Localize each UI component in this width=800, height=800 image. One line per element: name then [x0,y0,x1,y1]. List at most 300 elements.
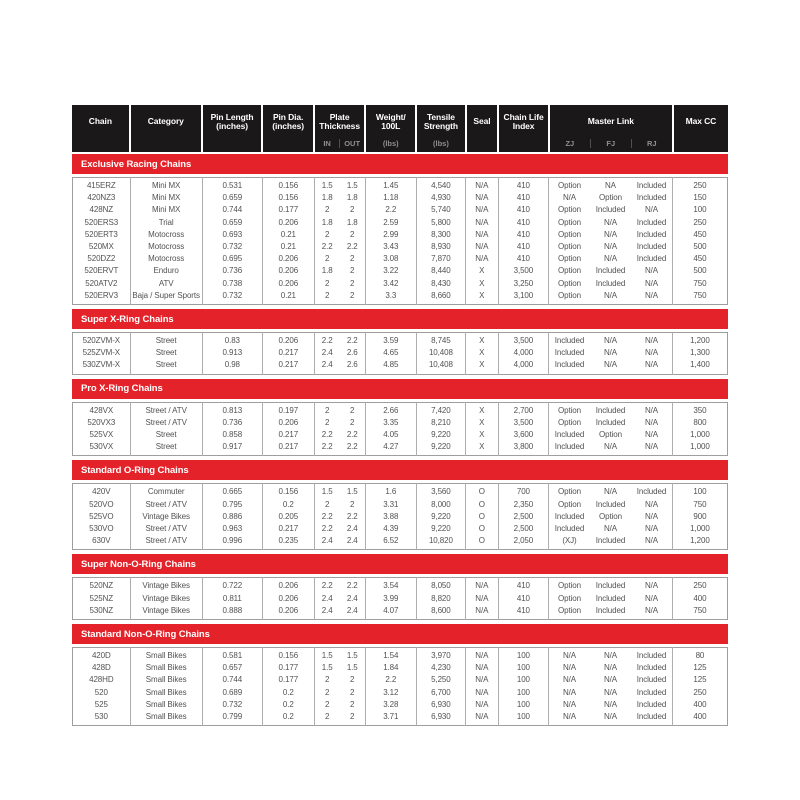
cell-master-link-fj: NA [605,181,616,190]
cell-seal: X [465,290,498,305]
cell-seal: N/A [465,593,498,605]
cell-plate-in: 2.2 [321,336,333,346]
column-header-category [130,105,202,152]
cell-master-link-rj: Included [631,253,672,265]
table-row [73,674,728,686]
subcolumn-label-lbs: (lbs) [433,139,449,148]
cell-pin-dia: 0.217 [262,441,314,456]
table-row [73,578,728,593]
table-row [73,204,728,216]
cell-max-cc: 750 [693,499,707,509]
cell-master-link-rj: Included [631,699,672,711]
cell-pin-dia: 0.205 [262,511,314,523]
cell-master-link-zj: Option [557,417,581,427]
column-label: Category [147,116,184,127]
cell-master-link-fj: N/A [603,348,617,358]
cell-chain: 530 [73,711,131,726]
cell-max-cc: 150 [693,193,707,203]
cell-pin-length: 0.795 [202,499,262,511]
cell-tensile-strength: 8,210 [416,417,465,429]
cell-pin-length: 0.695 [202,253,262,265]
section-header-exclusive-racing-chains [72,154,728,174]
cell-plate-out: 2.4 [340,605,366,620]
cell-plate-in: 2 [325,290,330,300]
cell-chain-life-index: 3,500 [498,417,548,429]
cell-master-link-zj: Included [554,348,585,358]
cell-master-link-zj: Option [557,217,581,227]
cell-weight-100l: 1.54 [365,648,416,663]
column-header-tensile-strength [416,105,465,152]
cell-tensile-strength: 6,700 [416,687,465,699]
cell-master-link-rj: N/A [631,278,672,290]
cell-pin-dia: 0.217 [262,347,314,359]
cell-master-link-fj: N/A [603,254,617,264]
cell-pin-dia: 0.2 [262,687,314,699]
cell-master-link-zj: Included [554,360,585,370]
cell-master-link-fj: Included [595,593,626,603]
cell-pin-dia: 0.206 [262,278,314,290]
cell-plate-out: 1.5 [340,662,366,674]
cell-chain-life-index: 3,500 [498,333,548,348]
cell-chain: 520VX3 [73,417,131,429]
cell-max-cc: 400 [693,593,707,603]
cell-pin-length: 0.722 [202,578,262,593]
cell-plate-out: 2.4 [340,593,366,605]
cell-chain: 530NZ [73,605,131,620]
cell-plate-in: 2 [325,675,330,685]
cell-max-cc: 400 [693,699,707,709]
cell-master-link-zj: Option [557,254,581,264]
cell-category: Street [130,429,202,441]
cell-master-link-rj: Included [631,192,672,204]
cell-chain-life-index: 100 [498,648,548,663]
cell-chain: 525 [73,699,131,711]
column-label: Pin Dia. [272,111,304,122]
cell-pin-length: 0.736 [202,265,262,277]
cell-chain-life-index: 410 [498,192,548,204]
cell-chain-life-index: 700 [498,484,548,499]
cell-category: Vintage Bikes [130,593,202,605]
cell-chain-life-index: 4,000 [498,347,548,359]
cell-category: Street [130,333,202,348]
cell-max-cc: 1,000 [690,430,710,440]
column-header-plate-thickness [314,105,365,152]
cell-chain-life-index: 2,050 [498,535,548,550]
cell-tensile-strength: 10,408 [416,347,465,359]
cell-plate-in: 2 [325,699,330,709]
cell-plate-in: 1.5 [321,487,333,497]
cell-max-cc: 80 [695,651,705,661]
table-row [73,511,728,523]
column-label: Chain [88,116,112,127]
column-header-chain-life-index [498,105,549,152]
cell-max-cc: 450 [693,229,707,239]
cell-weight-100l: 1.6 [365,484,416,499]
cell-tensile-strength: 8,300 [416,229,465,241]
cell-max-cc: 125 [693,663,707,673]
cell-chain-life-index: 410 [498,229,548,241]
cell-pin-length: 0.732 [202,290,262,305]
cell-pin-dia: 0.235 [262,535,314,550]
cell-max-cc: 400 [693,712,707,722]
cell-master-link-zj: Option [557,405,581,415]
table-row [73,429,728,441]
cell-chain: 420NZ3 [73,192,131,204]
column-header-max-cc [673,105,728,152]
cell-max-cc: 1,000 [690,442,710,452]
cell-plate-out: 1.5 [340,648,366,663]
column-header-pin-dia [262,105,314,152]
cell-weight-100l: 2.99 [365,229,416,241]
cell-pin-length: 0.83 [202,333,262,348]
cell-plate-in: 1.5 [321,181,333,190]
cell-weight-100l: 3.59 [365,333,416,348]
column-label: Master Link [587,116,634,127]
column-label: Index [512,121,535,131]
cell-seal: N/A [465,578,498,593]
table-row [73,402,728,417]
cell-pin-length: 0.732 [202,241,262,253]
section-header-super-non-o-ring-chains [72,554,728,574]
cell-tensile-strength: 10,820 [416,535,465,550]
cell-master-link-fj: Included [595,405,626,415]
cell-chain-life-index: 410 [498,204,548,216]
section-table-super-x-ring-chains [72,332,728,375]
cell-plate-in: 2 [325,254,330,264]
cell-master-link-zj: Option [557,266,581,276]
cell-plate-in: 2 [325,205,330,215]
cell-seal: O [465,535,498,550]
cell-category: Small Bikes [130,648,202,663]
cell-master-link-zj: N/A [562,712,576,722]
section-table-standard-non-o-ring-chains [72,647,728,726]
cell-pin-dia: 0.206 [262,333,314,348]
cell-seal: N/A [465,217,498,229]
cell-category: Trial [130,217,202,229]
cell-tensile-strength: 9,220 [416,523,465,535]
cell-chain-life-index: 410 [498,178,548,193]
cell-plate-in: 1.8 [321,217,333,227]
cell-pin-length: 0.917 [202,441,262,456]
cell-pin-length: 0.744 [202,674,262,686]
cell-plate-in: 1.8 [321,193,333,203]
cell-chain: 415ERZ [73,178,131,193]
cell-weight-100l: 3.71 [365,711,416,726]
cell-weight-100l: 1.45 [365,178,416,193]
cell-master-link-zj: N/A [562,651,576,661]
cell-plate-in: 2.2 [321,524,333,534]
cell-plate-out: 2.4 [340,523,366,535]
cell-master-link-fj: N/A [603,663,617,673]
cell-master-link-fj: Included [595,605,626,615]
cell-max-cc: 125 [693,675,707,685]
cell-chain: 530ZVM-X [73,359,131,374]
cell-plate-out: 2.2 [340,578,366,593]
cell-plate-out: 2 [340,699,366,711]
cell-master-link-fj: Included [595,278,626,288]
cell-plate-in: 2.4 [321,593,333,603]
section-title: Standard Non-O-Ring Chains [81,628,210,640]
cell-pin-dia: 0.217 [262,523,314,535]
cell-category: Street / ATV [130,535,202,550]
table-row [73,359,728,374]
cell-chain: 630V [73,535,131,550]
cell-weight-100l: 3.35 [365,417,416,429]
cell-master-link-fj: Included [595,266,626,276]
cell-weight-100l: 2.2 [365,674,416,686]
cell-chain-life-index: 410 [498,593,548,605]
subcolumn-label-zj: ZJ [565,139,575,148]
cell-master-link-rj: N/A [631,347,672,359]
cell-plate-in: 2.2 [321,442,333,452]
cell-weight-100l: 3.42 [365,278,416,290]
cell-pin-length: 0.886 [202,511,262,523]
cell-pin-length: 0.811 [202,593,262,605]
cell-chain-life-index: 410 [498,605,548,620]
cell-master-link-zj: Option [557,581,581,591]
cell-pin-length: 0.813 [202,402,262,417]
table-sections [72,154,728,726]
cell-pin-length: 0.738 [202,278,262,290]
cell-pin-dia: 0.2 [262,699,314,711]
cell-plate-out: 1.5 [340,178,366,193]
table-row [73,290,728,305]
cell-master-link-rj: N/A [631,511,672,523]
subcolumn-label-out: OUT [339,139,364,148]
cell-chain: 525VX [73,429,131,441]
cell-chain: 520ATV2 [73,278,131,290]
cell-master-link-zj: N/A [562,193,576,203]
cell-master-link-rj: N/A [631,605,672,620]
cell-seal: N/A [465,241,498,253]
table-header [72,105,728,152]
cell-plate-out: 2 [340,229,366,241]
cell-pin-dia: 0.156 [262,192,314,204]
cell-seal: N/A [465,192,498,204]
cell-chain-life-index: 3,800 [498,441,548,456]
cell-tensile-strength: 8,820 [416,593,465,605]
cell-tensile-strength: 4,540 [416,178,465,193]
cell-master-link-fj: Included [595,499,626,509]
cell-master-link-fj: Option [598,193,622,203]
cell-tensile-strength: 8,600 [416,605,465,620]
cell-master-link-rj: Included [631,178,672,193]
cell-pin-dia: 0.21 [262,241,314,253]
cell-tensile-strength: 5,740 [416,204,465,216]
cell-plate-out: 2.2 [340,441,366,456]
cell-max-cc: 100 [693,205,707,215]
cell-max-cc: 100 [693,487,707,497]
cell-plate-out: 2 [340,265,366,277]
cell-tensile-strength: 7,870 [416,253,465,265]
cell-pin-dia: 0.177 [262,204,314,216]
cell-max-cc: 1,200 [690,536,710,546]
section-title: Exclusive Racing Chains [81,158,192,170]
section-header-standard-o-ring-chains [72,460,728,480]
subcolumn-label-fj: FJ [590,139,631,148]
cell-seal: N/A [465,253,498,265]
section-table-exclusive-racing-chains [72,177,728,305]
cell-max-cc: 500 [693,266,707,276]
cell-weight-100l: 3.22 [365,265,416,277]
cell-pin-length: 0.744 [202,204,262,216]
cell-pin-dia: 0.206 [262,253,314,265]
cell-plate-in: 2 [325,229,330,239]
cell-master-link-fj: N/A [603,229,617,239]
cell-master-link-zj: Option [557,593,581,603]
cell-pin-dia: 0.206 [262,217,314,229]
cell-master-link-zj: Option [557,181,581,190]
cell-master-link-fj: N/A [603,442,617,452]
cell-chain: 530VX [73,441,131,456]
column-header-seal [466,105,499,152]
cell-seal: X [465,429,498,441]
cell-plate-out: 1.8 [340,217,366,229]
cell-master-link-fj: N/A [603,242,617,252]
column-label: Strength [423,121,459,131]
cell-master-link-fj: N/A [603,687,617,697]
cell-category: Vintage Bikes [130,605,202,620]
cell-pin-length: 0.581 [202,648,262,663]
column-label: 100L [381,121,401,131]
cell-category: ATV [130,278,202,290]
cell-category: Motocross [130,241,202,253]
cell-chain: 520 [73,687,131,699]
cell-plate-in: 1.8 [321,266,333,276]
cell-master-link-zj: Option [557,499,581,509]
cell-plate-out: 2.6 [340,347,366,359]
cell-pin-dia: 0.2 [262,499,314,511]
cell-plate-out: 2 [340,711,366,726]
cell-seal: N/A [465,648,498,663]
cell-master-link-rj: N/A [631,359,672,374]
cell-pin-length: 0.799 [202,711,262,726]
section-header-standard-non-o-ring-chains [72,624,728,644]
cell-max-cc: 250 [693,217,707,227]
cell-chain-life-index: 2,500 [498,511,548,523]
cell-category: Small Bikes [130,711,202,726]
cell-master-link-rj: N/A [631,499,672,511]
cell-pin-length: 0.963 [202,523,262,535]
cell-tensile-strength: 5,800 [416,217,465,229]
cell-chain: 530VO [73,523,131,535]
cell-pin-length: 0.657 [202,662,262,674]
cell-master-link-fj: N/A [603,360,617,370]
cell-pin-dia: 0.2 [262,711,314,726]
cell-weight-100l: 4.05 [365,429,416,441]
cell-master-link-fj: Included [595,417,626,427]
cell-master-link-zj: Option [557,487,581,497]
cell-plate-in: 2.4 [321,536,333,546]
cell-weight-100l: 4.65 [365,347,416,359]
cell-master-link-rj: Included [631,241,672,253]
cell-seal: X [465,265,498,277]
cell-plate-in: 1.5 [321,663,333,673]
cell-plate-in: 2.4 [321,348,333,358]
cell-master-link-zj: (XJ) [562,536,577,546]
cell-plate-in: 2.2 [321,430,333,440]
cell-weight-100l: 4.39 [365,523,416,535]
cell-max-cc: 250 [693,581,707,591]
cell-master-link-rj: N/A [631,441,672,456]
cell-chain-life-index: 3,250 [498,278,548,290]
cell-plate-out: 2 [340,253,366,265]
cell-master-link-fj: Included [595,581,626,591]
cell-master-link-rj: N/A [631,593,672,605]
cell-master-link-rj: Included [631,217,672,229]
cell-plate-in: 1.5 [321,651,333,661]
cell-master-link-rj: N/A [631,290,672,305]
cell-master-link-rj: N/A [631,429,672,441]
cell-weight-100l: 2.66 [365,402,416,417]
table-row [73,278,728,290]
cell-seal: X [465,441,498,456]
cell-master-link-rj: Included [631,674,672,686]
cell-master-link-zj: N/A [562,675,576,685]
cell-pin-dia: 0.21 [262,290,314,305]
cell-master-link-rj: N/A [631,417,672,429]
table-row [73,217,728,229]
cell-master-link-fj: N/A [603,217,617,227]
cell-plate-out: 2 [340,290,366,305]
section-table-standard-o-ring-chains [72,483,728,550]
cell-max-cc: 750 [693,278,707,288]
column-label: Thickness [319,121,360,131]
cell-tensile-strength: 4,930 [416,192,465,204]
cell-pin-dia: 0.156 [262,484,314,499]
cell-chain-life-index: 410 [498,217,548,229]
cell-plate-out: 2.2 [340,241,366,253]
cell-plate-out: 2 [340,674,366,686]
cell-pin-length: 0.665 [202,484,262,499]
cell-chain: 520DZ2 [73,253,131,265]
cell-category: Street [130,441,202,456]
cell-pin-length: 0.659 [202,217,262,229]
subcolumn-label-rj: RJ [631,139,672,148]
cell-max-cc: 800 [693,417,707,427]
cell-category: Mini MX [130,178,202,193]
section-title: Super Non-O-Ring Chains [81,558,196,570]
cell-seal: X [465,417,498,429]
cell-chain-life-index: 410 [498,253,548,265]
cell-max-cc: 1,000 [690,524,710,534]
cell-chain: 525VO [73,511,131,523]
cell-category: Street / ATV [130,523,202,535]
cell-seal: N/A [465,711,498,726]
cell-master-link-rj: N/A [631,402,672,417]
cell-max-cc: 1,300 [690,348,710,358]
cell-weight-100l: 3.43 [365,241,416,253]
cell-tensile-strength: 7,420 [416,402,465,417]
subcolumn-label-in: IN [323,139,331,148]
cell-chain-life-index: 4,000 [498,359,548,374]
cell-seal: N/A [465,229,498,241]
cell-tensile-strength: 8,000 [416,499,465,511]
cell-plate-in: 2 [325,405,330,415]
cell-chain-life-index: 100 [498,699,548,711]
section-title: Pro X-Ring Chains [81,383,163,395]
cell-weight-100l: 3.88 [365,511,416,523]
cell-chain-life-index: 410 [498,578,548,593]
cell-weight-100l: 4.85 [365,359,416,374]
column-label: Weight/ [375,111,406,122]
table-row [73,229,728,241]
cell-chain-life-index: 3,500 [498,265,548,277]
cell-chain-life-index: 100 [498,674,548,686]
cell-chain-life-index: 3,100 [498,290,548,305]
cell-tensile-strength: 3,560 [416,484,465,499]
cell-master-link-zj: N/A [562,699,576,709]
